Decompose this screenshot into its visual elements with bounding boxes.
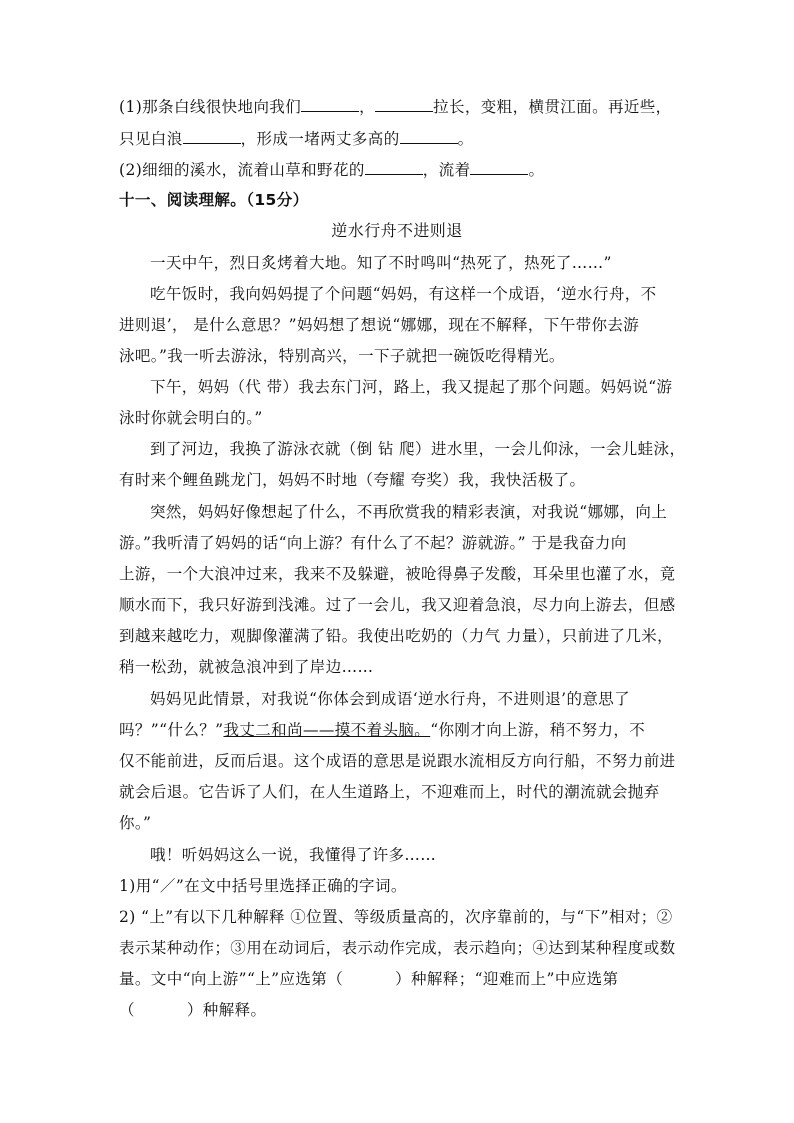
question-1: 1)用“／”在文中括号里选择正确的字词。 bbox=[119, 877, 407, 895]
text: ）种解释。 bbox=[186, 1001, 267, 1019]
section-heading: 十一、阅读理解。（15分） bbox=[119, 191, 309, 209]
paragraph-5-line: 到越来越吃力，观脚像灌满了铅。我使出吃奶的（力气 力量），只前进了几米， bbox=[119, 627, 674, 645]
paragraph-6-line: 你。” bbox=[119, 814, 152, 832]
text: ， bbox=[359, 98, 376, 116]
paragraph-6-line: 就会后退。它告诉了人们，在人生道路上，不迎难而上，时代的潮流就会抛弃 bbox=[119, 783, 660, 801]
text: ，流着 bbox=[422, 161, 471, 179]
q10-item2 bbox=[119, 160, 679, 180]
paragraph-5-line: 顺水而下，我只好游到浅滩。过了一会儿，我又迎着急浪，尽力向上游去，但感 bbox=[119, 596, 676, 614]
text: ，形成一堵两丈多高的 bbox=[240, 130, 400, 148]
paragraph-3-line: 下午，妈妈（代 带）我去东门河，路上，我又提起了那个问题。妈妈说“游 bbox=[150, 378, 673, 396]
text: “你刚才向上游，稍不努力，不 bbox=[430, 721, 646, 739]
text: 。 bbox=[457, 130, 474, 148]
paragraph-5-line: 突然，妈妈好像想起了什么，不再欣赏我的精彩表演，对我说“娜娜，向上 bbox=[150, 503, 668, 521]
paragraph-6-line: 妈妈见此情景，对我说“你体会到成语‘逆水行舟，不进则退’的意思了 bbox=[150, 690, 631, 708]
question-2-line: 2) “上”有以下几种解释 ①位置、等级质量高的，次序靠前的，与“下”相对；② bbox=[119, 908, 673, 926]
paragraph-3-line: 泳时你就会明白的。” bbox=[119, 409, 263, 427]
passage-title: 逆水行舟不进则退 bbox=[331, 221, 463, 240]
paragraph-4-line: 到了河边，我换了游泳衣就（倒 钻 爬）进水里，一会儿仰泳，一会儿蛙泳， bbox=[150, 440, 686, 458]
paragraph-2-line: 吃午饭时，我向妈妈提了个问题“妈妈，有这样一个成语，‘逆水行舟，不 bbox=[150, 285, 657, 303]
paragraph-6-line: 仅不能前进，反而后退。这个成语的意思是说跟水流相反方向行船，不努力前进 bbox=[119, 752, 676, 770]
paragraph-5-line: 上游，一个大浪冲过来，我来不及躲避，被呛得鼻子发酸，耳朵里也灌了水，竟 bbox=[119, 565, 676, 583]
text: 拉长，变粗，横贯江面。再近些， bbox=[433, 98, 672, 116]
paragraph-1: 一天中午，烈日炙烤着大地。知了不时鸣叫“热死了，热死了……” bbox=[150, 254, 612, 272]
question-2-line: 表示某种动作；③用在动词后，表示动作完成，表示趋向；④达到某种程度或数 bbox=[119, 939, 676, 957]
answer-blank[interactable] bbox=[400, 129, 458, 144]
text: 量。文中“向上游”“上”应选第（ bbox=[119, 970, 344, 988]
paragraph-2-line: 进则退’， 是什么意思？”妈妈想了想说“娜娜，现在不解释，下午带你去游 bbox=[119, 316, 640, 334]
text: (2)细细的溪水，流着山草和野花的 bbox=[119, 161, 365, 179]
text: 。 bbox=[528, 161, 545, 179]
paragraph-6-line bbox=[119, 720, 679, 740]
paragraph-4-line: 有时来个鲤鱼跳龙门，妈妈不时地（夸耀 夸奖）我，我快活极了。 bbox=[119, 471, 586, 489]
question-2-line bbox=[119, 969, 679, 989]
answer-blank[interactable] bbox=[301, 97, 359, 112]
paragraph-2-line: 泳吧。”我一听去游泳，特别高兴，一下子就把一碗饭吃得精光。 bbox=[119, 347, 565, 365]
answer-blank[interactable] bbox=[183, 129, 241, 144]
question-2-line bbox=[119, 1000, 679, 1020]
underlined-sentence: 我丈二和尚——摸不着头脑。 bbox=[223, 721, 431, 739]
paragraph-7: 哦！听妈妈这么一说，我懂得了许多…… bbox=[150, 846, 437, 864]
paragraph-5-line: 游。”我听清了妈妈的话“向上游？有什么了不起？游就游。” 于是我奋力向 bbox=[119, 534, 627, 552]
answer-blank[interactable] bbox=[470, 160, 528, 175]
paragraph-5-line: 稍一松劲，就被急浪冲到了岸边…… bbox=[119, 658, 374, 676]
q10-item1-line1 bbox=[119, 97, 679, 117]
answer-blank[interactable] bbox=[365, 160, 423, 175]
text: 吗？”“什么？” bbox=[119, 721, 224, 739]
q10-item1-line2 bbox=[119, 129, 679, 149]
text: ）种解释；“迎难而上”中应选第 bbox=[395, 970, 619, 988]
text: 只见白浪 bbox=[119, 130, 183, 148]
answer-blank[interactable] bbox=[375, 97, 433, 112]
text: (1)那条白线很快地向我们 bbox=[119, 98, 302, 116]
text: （ bbox=[119, 1001, 135, 1019]
